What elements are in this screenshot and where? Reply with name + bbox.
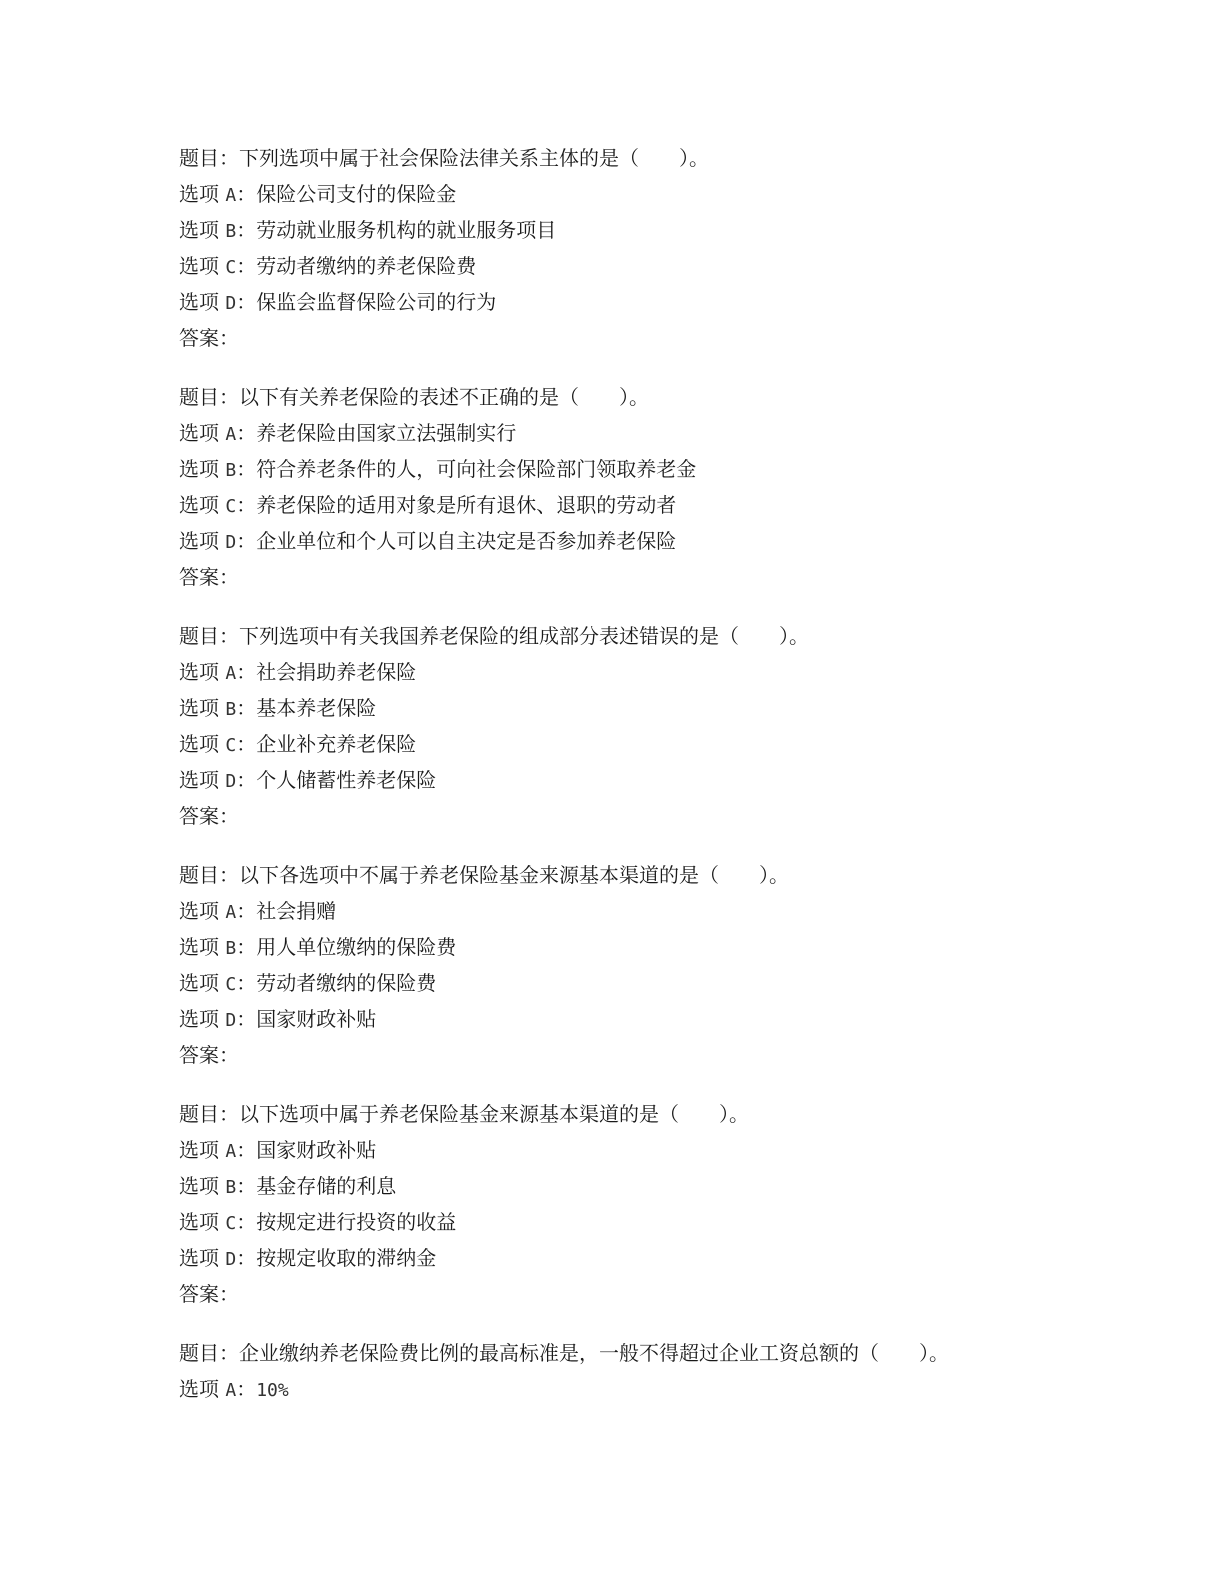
option-colon: ： xyxy=(236,254,257,278)
option-text: 社会捐赠 xyxy=(256,899,337,923)
option-text: 10% xyxy=(256,1380,289,1401)
option-colon: ： xyxy=(236,660,257,684)
option-text: 国家财政补贴 xyxy=(256,1007,377,1031)
option-colon: ： xyxy=(236,493,257,517)
option-letter: C xyxy=(225,1213,237,1234)
option-text: 劳动者缴纳的保险费 xyxy=(256,971,437,995)
option-label: 选项 xyxy=(179,660,219,684)
answer-line: 答案： xyxy=(179,804,239,828)
option-text: 基本养老保险 xyxy=(256,696,377,720)
option-label: 选项 xyxy=(179,493,219,517)
option-letter: D xyxy=(225,1010,237,1031)
question-stem xyxy=(179,379,1159,415)
option-letter: B xyxy=(225,221,237,242)
question-block xyxy=(179,140,1159,356)
option-line xyxy=(179,523,1159,559)
option-colon: ： xyxy=(236,1246,257,1270)
question-label: 题目： xyxy=(179,863,239,887)
question-block xyxy=(179,379,1159,595)
option-label: 选项 xyxy=(179,1377,219,1401)
option-colon: ： xyxy=(236,696,257,720)
option-line xyxy=(179,654,1159,690)
option-line xyxy=(179,415,1159,451)
option-line xyxy=(179,690,1159,726)
option-text: 保监会监督保险公司的行为 xyxy=(256,290,497,314)
option-letter: D xyxy=(225,532,237,553)
option-colon: ： xyxy=(236,457,257,481)
option-line xyxy=(179,1240,1159,1276)
option-text: 企业单位和个人可以自主决定是否参加养老保险 xyxy=(256,529,677,553)
option-line xyxy=(179,212,1159,248)
option-colon: ： xyxy=(236,529,257,553)
option-label: 选项 xyxy=(179,1210,219,1234)
option-text: 养老保险的适用对象是所有退休、退职的劳动者 xyxy=(256,493,677,517)
option-label: 选项 xyxy=(179,971,219,995)
answer-line: 答案： xyxy=(179,1043,239,1067)
question-stem xyxy=(179,1096,1159,1132)
option-letter: B xyxy=(225,1177,237,1198)
question-text: 以下选项中属于养老保险基金来源基本渠道的是（ ）。 xyxy=(239,1102,749,1126)
option-label: 选项 xyxy=(179,899,219,923)
option-letter: C xyxy=(225,735,237,756)
option-colon: ： xyxy=(236,421,257,445)
option-letter: A xyxy=(225,663,237,684)
option-letter: C xyxy=(225,974,237,995)
question-text: 下列选项中有关我国养老保险的组成部分表述错误的是（ ）。 xyxy=(239,624,809,648)
option-line xyxy=(179,1371,1159,1407)
option-letter: C xyxy=(225,496,237,517)
option-colon: ： xyxy=(236,182,257,206)
option-colon: ： xyxy=(236,935,257,959)
option-colon: ： xyxy=(236,1210,257,1234)
option-letter: B xyxy=(225,460,237,481)
document-page xyxy=(179,140,1159,1430)
option-colon: ： xyxy=(236,1138,257,1162)
option-line xyxy=(179,762,1159,798)
question-block xyxy=(179,857,1159,1073)
question-label: 题目： xyxy=(179,1102,239,1126)
option-line xyxy=(179,1001,1159,1037)
question-stem xyxy=(179,618,1159,654)
option-line xyxy=(179,248,1159,284)
option-label: 选项 xyxy=(179,529,219,553)
option-label: 选项 xyxy=(179,421,219,445)
option-colon: ： xyxy=(236,218,257,242)
option-label: 选项 xyxy=(179,254,219,278)
option-text: 基金存储的利息 xyxy=(256,1174,397,1198)
option-colon: ： xyxy=(236,732,257,756)
option-label: 选项 xyxy=(179,290,219,314)
option-colon: ： xyxy=(236,1377,257,1401)
question-block xyxy=(179,1335,1159,1407)
option-label: 选项 xyxy=(179,935,219,959)
option-colon: ： xyxy=(236,899,257,923)
option-line xyxy=(179,1168,1159,1204)
option-label: 选项 xyxy=(179,218,219,242)
option-label: 选项 xyxy=(179,1007,219,1031)
question-label: 题目： xyxy=(179,385,239,409)
option-text: 养老保险由国家立法强制实行 xyxy=(256,421,517,445)
option-letter: A xyxy=(225,1141,237,1162)
option-text: 按规定收取的滞纳金 xyxy=(256,1246,437,1270)
question-stem xyxy=(179,140,1159,176)
option-label: 选项 xyxy=(179,768,219,792)
option-label: 选项 xyxy=(179,1246,219,1270)
option-letter: D xyxy=(225,293,237,314)
option-text: 社会捐助养老保险 xyxy=(256,660,417,684)
option-text: 劳动就业服务机构的就业服务项目 xyxy=(256,218,557,242)
option-letter: D xyxy=(225,1249,237,1270)
option-letter: A xyxy=(225,902,237,923)
option-line xyxy=(179,965,1159,1001)
option-colon: ： xyxy=(236,971,257,995)
option-line xyxy=(179,487,1159,523)
answer-line: 答案： xyxy=(179,565,239,589)
option-colon: ： xyxy=(236,290,257,314)
option-letter: B xyxy=(225,938,237,959)
option-line xyxy=(179,893,1159,929)
option-letter: A xyxy=(225,424,237,445)
option-colon: ： xyxy=(236,768,257,792)
option-letter: A xyxy=(225,185,237,206)
option-colon: ： xyxy=(236,1174,257,1198)
option-letter: A xyxy=(225,1380,237,1401)
question-label: 题目： xyxy=(179,1341,239,1365)
question-stem xyxy=(179,857,1159,893)
question-label: 题目： xyxy=(179,624,239,648)
answer-line: 答案： xyxy=(179,326,239,350)
option-label: 选项 xyxy=(179,696,219,720)
option-label: 选项 xyxy=(179,732,219,756)
option-text: 个人储蓄性养老保险 xyxy=(256,768,437,792)
question-label: 题目： xyxy=(179,146,239,170)
question-text: 下列选项中属于社会保险法律关系主体的是（ ）。 xyxy=(239,146,709,170)
option-letter: C xyxy=(225,257,237,278)
answer-line: 答案： xyxy=(179,1282,239,1306)
option-text: 企业补充养老保险 xyxy=(256,732,417,756)
option-text: 符合养老条件的人，可向社会保险部门领取养老金 xyxy=(256,457,697,481)
option-line xyxy=(179,929,1159,965)
option-line xyxy=(179,451,1159,487)
question-text: 以下各选项中不属于养老保险基金来源基本渠道的是（ ）。 xyxy=(239,863,789,887)
option-label: 选项 xyxy=(179,457,219,481)
option-text: 用人单位缴纳的保险费 xyxy=(256,935,457,959)
option-line xyxy=(179,284,1159,320)
question-stem xyxy=(179,1335,1159,1371)
option-label: 选项 xyxy=(179,1138,219,1162)
option-label: 选项 xyxy=(179,182,219,206)
option-line xyxy=(179,726,1159,762)
question-block xyxy=(179,618,1159,834)
option-label: 选项 xyxy=(179,1174,219,1198)
option-line xyxy=(179,1204,1159,1240)
option-text: 按规定进行投资的收益 xyxy=(256,1210,457,1234)
option-text: 国家财政补贴 xyxy=(256,1138,377,1162)
option-line xyxy=(179,1132,1159,1168)
question-text: 企业缴纳养老保险费比例的最高标准是，一般不得超过企业工资总额的（ ）。 xyxy=(239,1341,949,1365)
option-text: 劳动者缴纳的养老保险费 xyxy=(256,254,477,278)
option-colon: ： xyxy=(236,1007,257,1031)
option-letter: B xyxy=(225,699,237,720)
option-letter: D xyxy=(225,771,237,792)
question-block xyxy=(179,1096,1159,1312)
question-text: 以下有关养老保险的表述不正确的是（ ）。 xyxy=(239,385,649,409)
option-line xyxy=(179,176,1159,212)
option-text: 保险公司支付的保险金 xyxy=(256,182,457,206)
